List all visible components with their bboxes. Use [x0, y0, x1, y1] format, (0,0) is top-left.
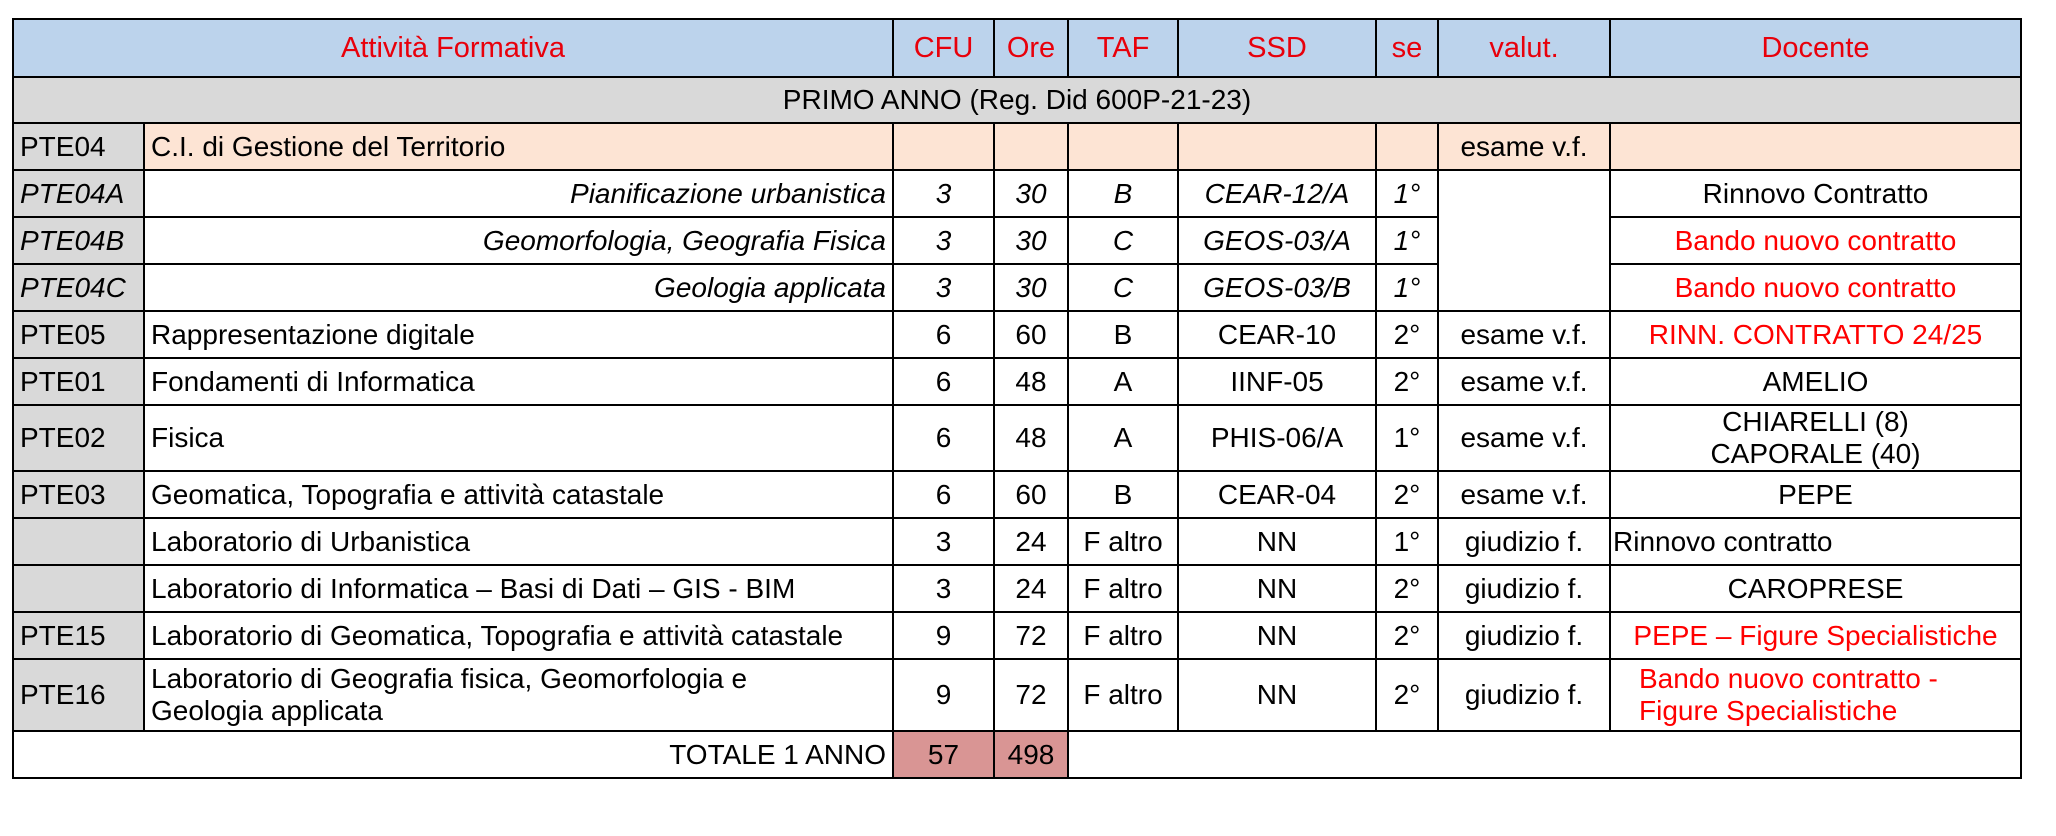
course-name — [144, 405, 893, 471]
header-docente: Docente — [1610, 19, 2021, 77]
header-ssd: SSD — [1178, 19, 1376, 77]
course-valut-merged — [1438, 170, 1610, 311]
header-ore: Ore — [994, 19, 1068, 77]
group-docente — [1610, 123, 2021, 170]
section-row — [13, 77, 2021, 123]
course-name-line: Fondamenti di Informatica — [151, 365, 475, 397]
course-ssd: CEAR-04 — [1178, 471, 1376, 518]
course-row — [13, 311, 2021, 358]
course-code: PTE04B — [13, 217, 144, 264]
course-valut: giudizio f. — [1438, 518, 1610, 565]
course-valut: esame v.f. — [1438, 471, 1610, 518]
course-row — [13, 358, 2021, 405]
course-name-line: Geologia applicata — [151, 695, 383, 726]
course-valut: giudizio f. — [1438, 565, 1610, 612]
group-cfu — [893, 123, 994, 170]
header-se: se — [1376, 19, 1438, 77]
course-name — [144, 659, 893, 731]
course-se: 2° — [1376, 565, 1438, 612]
course-row — [13, 565, 2021, 612]
course-cfu: 9 — [893, 659, 994, 731]
course-cfu: 3 — [893, 518, 994, 565]
course-valut: giudizio f. — [1438, 612, 1610, 659]
header-cfu: CFU — [893, 19, 994, 77]
course-valut: esame v.f. — [1438, 405, 1610, 471]
course-ore: 30 — [994, 217, 1068, 264]
course-name — [144, 311, 893, 358]
course-name — [144, 358, 893, 405]
course-ssd: IINF-05 — [1178, 358, 1376, 405]
course-se: 1° — [1376, 405, 1438, 471]
course-name — [144, 565, 893, 612]
course-taf: F altro — [1068, 612, 1178, 659]
docente-line: CHIARELLI (8) — [1722, 406, 1909, 437]
course-ore: 60 — [994, 311, 1068, 358]
course-valut: giudizio f. — [1438, 659, 1610, 731]
course-docente — [1610, 518, 2021, 565]
course-row — [13, 612, 2021, 659]
docente-line: CAROPRESE — [1727, 572, 1904, 604]
course-docente — [1610, 358, 2021, 405]
course-ore: 60 — [994, 471, 1068, 518]
course-se: 1° — [1376, 217, 1438, 264]
course-cfu: 9 — [893, 612, 994, 659]
group-row — [13, 123, 2021, 170]
docente-line: Bando nuovo contratto - — [1639, 663, 1938, 694]
group-ore — [994, 123, 1068, 170]
course-row — [13, 405, 2021, 471]
course-name-line: Rappresentazione digitale — [151, 318, 475, 350]
course-table — [12, 18, 2022, 779]
course-se: 2° — [1376, 358, 1438, 405]
group-name: C.I. di Gestione del Territorio — [144, 123, 893, 170]
total-empty — [1068, 731, 2021, 778]
course-taf: B — [1068, 311, 1178, 358]
course-ssd: PHIS-06/A — [1178, 405, 1376, 471]
course-taf: F altro — [1068, 565, 1178, 612]
course-docente: Rinnovo Contratto — [1610, 170, 2021, 217]
course-name-line: Laboratorio di Geografia fisica, Geomorfologia e — [151, 663, 748, 694]
course-cfu: 3 — [893, 170, 994, 217]
course-docente — [1610, 471, 2021, 518]
docente-line: PEPE – Figure Specialistiche — [1633, 619, 1998, 651]
course-name — [144, 612, 893, 659]
course-ssd: NN — [1178, 612, 1376, 659]
course-name-line: Fisica — [151, 422, 225, 453]
course-code: PTE05 — [13, 311, 144, 358]
course-se: 1° — [1376, 518, 1438, 565]
course-cfu: 6 — [893, 405, 994, 471]
course-code: PTE01 — [13, 358, 144, 405]
course-se: 1° — [1376, 264, 1438, 311]
docente-line: PEPE — [1778, 478, 1853, 510]
course-se: 2° — [1376, 311, 1438, 358]
course-taf: B — [1068, 471, 1178, 518]
course-code: PTE15 — [13, 612, 144, 659]
group-code: PTE04 — [13, 123, 144, 170]
course-ssd: CEAR-10 — [1178, 311, 1376, 358]
sub-row — [13, 170, 2021, 217]
docente-line: Figure Specialistiche — [1639, 695, 1898, 726]
course-docente — [1610, 405, 2021, 471]
total-cfu: 57 — [893, 731, 994, 778]
course-cfu: 6 — [893, 471, 994, 518]
course-ssd: NN — [1178, 518, 1376, 565]
course-cfu: 3 — [893, 264, 994, 311]
course-se: 2° — [1376, 612, 1438, 659]
course-row — [13, 471, 2021, 518]
group-ssd — [1178, 123, 1376, 170]
total-label: TOTALE 1 ANNO — [13, 731, 893, 778]
course-ssd: CEAR-12/A — [1178, 170, 1376, 217]
course-se: 1° — [1376, 170, 1438, 217]
course-valut: esame v.f. — [1438, 358, 1610, 405]
section-title: PRIMO ANNO (Reg. Did 600P-21-23) — [13, 77, 2021, 123]
group-taf — [1068, 123, 1178, 170]
header-valut: valut. — [1438, 19, 1610, 77]
course-taf: C — [1068, 217, 1178, 264]
course-ore: 24 — [994, 518, 1068, 565]
course-code: PTE02 — [13, 405, 144, 471]
course-name: Pianificazione urbanistica — [144, 170, 893, 217]
course-name — [144, 471, 893, 518]
course-ssd: NN — [1178, 565, 1376, 612]
header-attivita: Attività Formativa — [13, 19, 893, 77]
group-valut: esame v.f. — [1438, 123, 1610, 170]
sub-row — [13, 264, 2021, 311]
course-taf: A — [1068, 358, 1178, 405]
course-ore: 24 — [994, 565, 1068, 612]
course-ssd: NN — [1178, 659, 1376, 731]
course-code — [13, 565, 144, 612]
course-taf: B — [1068, 170, 1178, 217]
course-se: 2° — [1376, 471, 1438, 518]
total-ore: 498 — [994, 731, 1068, 778]
total-row — [13, 731, 2021, 778]
course-name-line: Laboratorio di Urbanistica — [151, 525, 471, 557]
course-ssd: GEOS-03/B — [1178, 264, 1376, 311]
course-ssd: GEOS-03/A — [1178, 217, 1376, 264]
course-taf: A — [1068, 405, 1178, 471]
course-row — [13, 659, 2021, 731]
course-code: PTE16 — [13, 659, 144, 731]
docente-line: CAPORALE (40) — [1710, 438, 1921, 469]
course-name — [144, 518, 893, 565]
course-ore: 72 — [994, 612, 1068, 659]
course-valut: esame v.f. — [1438, 311, 1610, 358]
course-docente — [1610, 659, 2021, 731]
course-cfu: 3 — [893, 217, 994, 264]
docente-line: AMELIO — [1762, 365, 1869, 397]
course-ore: 30 — [994, 264, 1068, 311]
header-row — [13, 19, 2021, 77]
course-code: PTE04A — [13, 170, 144, 217]
group-se — [1376, 123, 1438, 170]
course-name: Geomorfologia, Geografia Fisica — [144, 217, 893, 264]
docente-line: Rinnovo contratto — [1613, 525, 1833, 557]
course-ore: 48 — [994, 358, 1068, 405]
docente-line: RINN. CONTRATTO 24/25 — [1648, 318, 1983, 350]
course-cfu: 6 — [893, 358, 994, 405]
course-taf: C — [1068, 264, 1178, 311]
course-name-line: Laboratorio di Geomatica, Topografia e attività catastale — [151, 619, 844, 651]
course-code: PTE04C — [13, 264, 144, 311]
course-docente — [1610, 311, 2021, 358]
course-code: PTE03 — [13, 471, 144, 518]
course-ore: 72 — [994, 659, 1068, 731]
course-se: 2° — [1376, 659, 1438, 731]
sub-row — [13, 217, 2021, 264]
course-cfu: 3 — [893, 565, 994, 612]
course-docente — [1610, 565, 2021, 612]
course-cfu: 6 — [893, 311, 994, 358]
course-docente: Bando nuovo contratto — [1610, 264, 2021, 311]
course-name-line: Laboratorio di Informatica – Basi di Dati – GIS - BIM — [151, 572, 796, 604]
header-taf: TAF — [1068, 19, 1178, 77]
course-name-line: Geomatica, Topografia e attività catastale — [151, 478, 665, 510]
course-name: Geologia applicata — [144, 264, 893, 311]
course-code — [13, 518, 144, 565]
course-taf: F altro — [1068, 518, 1178, 565]
course-row — [13, 518, 2021, 565]
course-taf: F altro — [1068, 659, 1178, 731]
course-ore: 30 — [994, 170, 1068, 217]
course-ore: 48 — [994, 405, 1068, 471]
course-docente: Bando nuovo contratto — [1610, 217, 2021, 264]
course-docente — [1610, 612, 2021, 659]
